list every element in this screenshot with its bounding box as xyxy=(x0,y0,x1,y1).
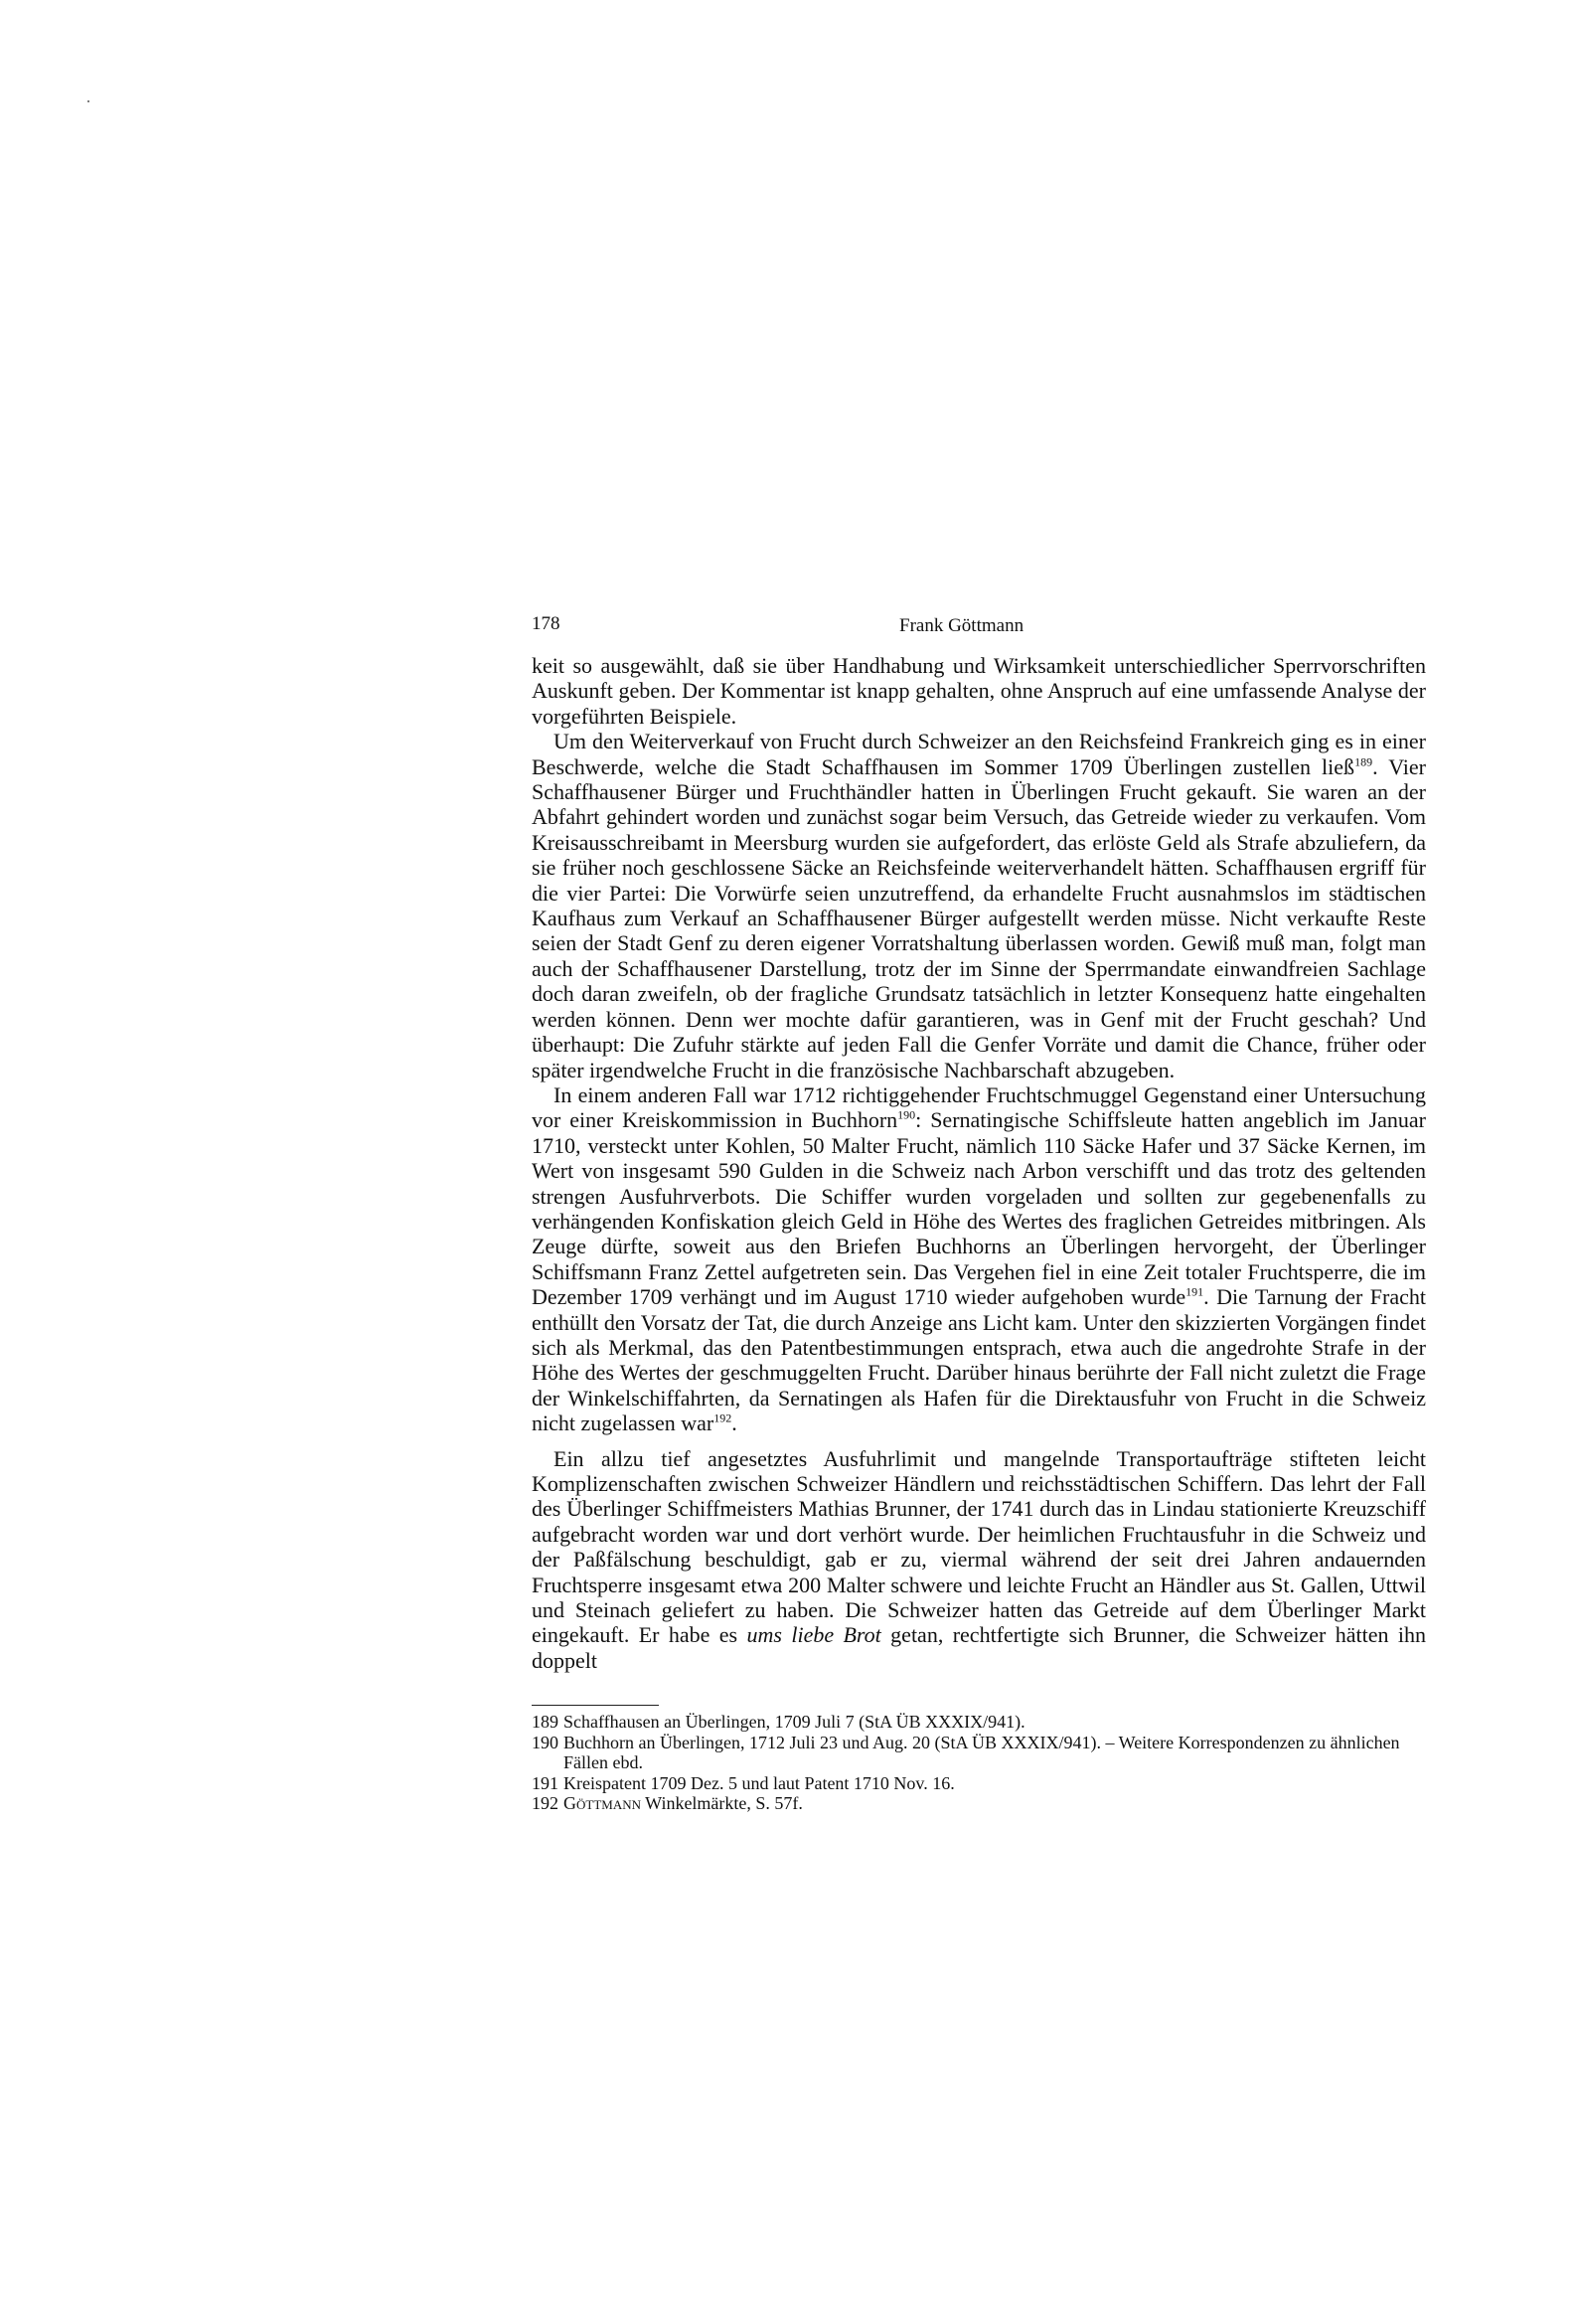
footnote-ref-192: 192 xyxy=(713,1411,732,1425)
paragraph-text: getan, rechtfertigte sich Brunner, die Schweizer hätten ihn doppelt xyxy=(532,1622,1427,1673)
footnote xyxy=(532,1773,1426,1794)
paragraph-text: : Sernatingische Schiffsleute hatten angeblich im Januar 1710, versteckt unter Kohlen, 50 Malter Frucht, nämlich 110 Säcke Hafer und 37 Säcke Kernen, im Wert von insgesamt 590 Gulden in die Schweiz nach Arbon verschifft und das trotz des geltenden strengen Ausfuhrverbots. Die Schiffer wurden vorgeladen und sollten zur gegebenenfalls zu verhängenden Konfiskation gleich Geld in Höhe des Wertes des fraglichen Getreides mitbringen. Als Zeuge dürfte, soweit aus den Briefen Buchhorns an Überlingen hervorgeht, der Überlinger Schiffsmann Franz Zettel aufgetreten sein. Das Vergehen fiel in eine Zeit totaler Fruchtsperre, die im Dezember 1709 verhängt und im August 1710 wieder aufgehoben wurde xyxy=(532,1107,1426,1310)
paragraph xyxy=(532,1082,1426,1436)
body-text xyxy=(532,653,1426,1673)
footnote-text: Winkelmärkte, S. 57f. xyxy=(641,1793,803,1814)
footnote-author: Göttmann xyxy=(563,1793,641,1814)
footnote xyxy=(532,1712,1426,1733)
footnote-text: Kreispatent 1709 Dez. 5 und laut Patent 1710 Nov. 16. xyxy=(563,1772,955,1793)
book-page xyxy=(532,613,1426,1814)
footnote-text: Schaffhausen an Überlingen, 1709 Juli 7 (StA ÜB XXXIX/941). xyxy=(563,1712,1025,1733)
paragraph-text: In einem anderen Fall war 1712 richtiggehender Fruchtschmuggel Gegenstand einer Untersuchung vor einer Kreiskommission in Buchhorn xyxy=(532,1081,1426,1133)
paragraph-text: Ein allzu tief angesetztes Ausfuhrlimit und mangelnde Transportaufträge stifteten leicht Komplizenschaften zwischen Schweizer Händlern und reichsstädtischen Schiffern. Das lehrt der Fall des Überlinger Schiffmeisters Mathias Brunner, der 1741 durch das in Lindau stationierte Kreuzschiff aufgebracht worden war und dort verhört wurde. Der heimlichen Fruchtausfuhr in die Schweiz und der Paßfälschung beschuldigt, gab er zu, viermal während der seit drei Jahren andauernden Fruchtsperre insgesamt etwa 200 Malter schwere und leichte Frucht an Händler aus St. Gallen, Uttwil und Steinach geliefert zu haben. Die Schweizer hatten das Getreide auf dem Überlinger Markt eingekauft. Er habe es xyxy=(532,1445,1426,1648)
paragraph xyxy=(532,653,1426,729)
paragraph-text: Um den Weiterverkauf von Frucht durch Schweizer an den Reichsfeind Frankreich ging es in einer Beschwerde, welche die Stadt Schaffhausen im Sommer 1709 Überlingen zustellen ließ xyxy=(532,729,1426,779)
footnote-text: Buchhorn an Überlingen, 1712 Juli 23 und Aug. 20 (StA ÜB XXXIX/941). – Weitere Korrespondenzen zu ähnlichen Fällen ebd. xyxy=(563,1732,1400,1773)
page-number: 178 xyxy=(532,613,560,634)
footnote-number: 189 xyxy=(532,1712,558,1733)
quoted-phrase: ums liebe Brot xyxy=(746,1622,881,1648)
footnote-rule xyxy=(532,1705,659,1706)
paragraph xyxy=(532,729,1426,1082)
paragraph-text: . Vier Schaffhausener Bürger und Fruchthändler hatten in Überlingen Frucht gekauft. Sie waren an der Abfahrt gehindert worden und zunächst sogar beim Versuch, das Getreide wieder zu verkaufen. Vom Kreisausschreibamt in Meersburg wurden sie aufgefordert, das erlöste Geld als Strafe abzuliefern, da sie früher noch geschlossene Säcke an Reichsfeinde weiterverhandelt hätten. Schaffhausen ergriff für die vier Partei: Die Vorwürfe seien unzutreffend, da erhandelte Frucht ausnahmslos im städtischen Kaufhaus zum Verkauf an Schaffhausener Bürger aufgestellt werden müsse. Nicht verkaufte Reste seien der Stadt Genf zu deren eigener Vorratshaltung überlassen worden. Gewiß muß man, folgt man auch der Schaffhausener Darstellung, trotz der im Sinne der Sperrmandate einwandfreien Sachlage doch daran zweifeln, ob der fragliche Grundsatz tatsächlich in letzter Konsequenz hatte eingehalten werden können. Denn wer mochte dafür garantieren, was in Genf mit der Frucht geschah? Und überhaupt: Die Zufuhr stärkte auf jeden Fall die Genfer Vorräte und damit die Chance, früher oder später irgendwelche Frucht in die französische Nachbarschaft abzugeben. xyxy=(532,753,1426,1082)
footnote-number: 192 xyxy=(532,1793,558,1814)
running-head xyxy=(532,613,1426,653)
footnote-ref-191: 191 xyxy=(1185,1284,1204,1299)
paragraph-text: keit so ausgewählt, daß sie über Handhabung und Wirksamkeit unterschiedlicher Sperrvorschriften Auskunft geben. Der Kommentar ist knapp gehalten, ohne Anspruch auf eine umfassende Analyse der vorgeführten Beispiele. xyxy=(532,653,1426,729)
paragraph-text: . Die Tarnung der Fracht enthüllt den Vorsatz der Tat, die durch Anzeige ans Licht kam. Unter den skizzierten Vorgängen findet sich als Merkmal, das den Patentbestimmungen entsprach, etwa auch die angedrohte Strafe in der Höhe des Wertes der geschmuggelten Frucht. Darüber hinaus berührte der Fall nicht zuletzt die Frage der Winkelschiffahrten, da Sernatingen als Hafen für die Direktausfuhr von Frucht in die Schweiz nicht zugelassen war xyxy=(532,1284,1426,1436)
footnote-ref-190: 190 xyxy=(897,1107,916,1122)
footnote-ref-189: 189 xyxy=(1354,754,1373,769)
footnotes xyxy=(532,1712,1426,1814)
paragraph-text: . xyxy=(731,1411,737,1436)
footnote-number: 191 xyxy=(532,1772,558,1793)
footnote xyxy=(532,1733,1426,1773)
footnote xyxy=(532,1793,1426,1814)
paragraph xyxy=(532,1446,1426,1674)
footnote-number: 190 xyxy=(532,1732,558,1752)
scan-speck xyxy=(87,100,89,102)
running-title: Frank Göttmann xyxy=(899,615,1025,636)
